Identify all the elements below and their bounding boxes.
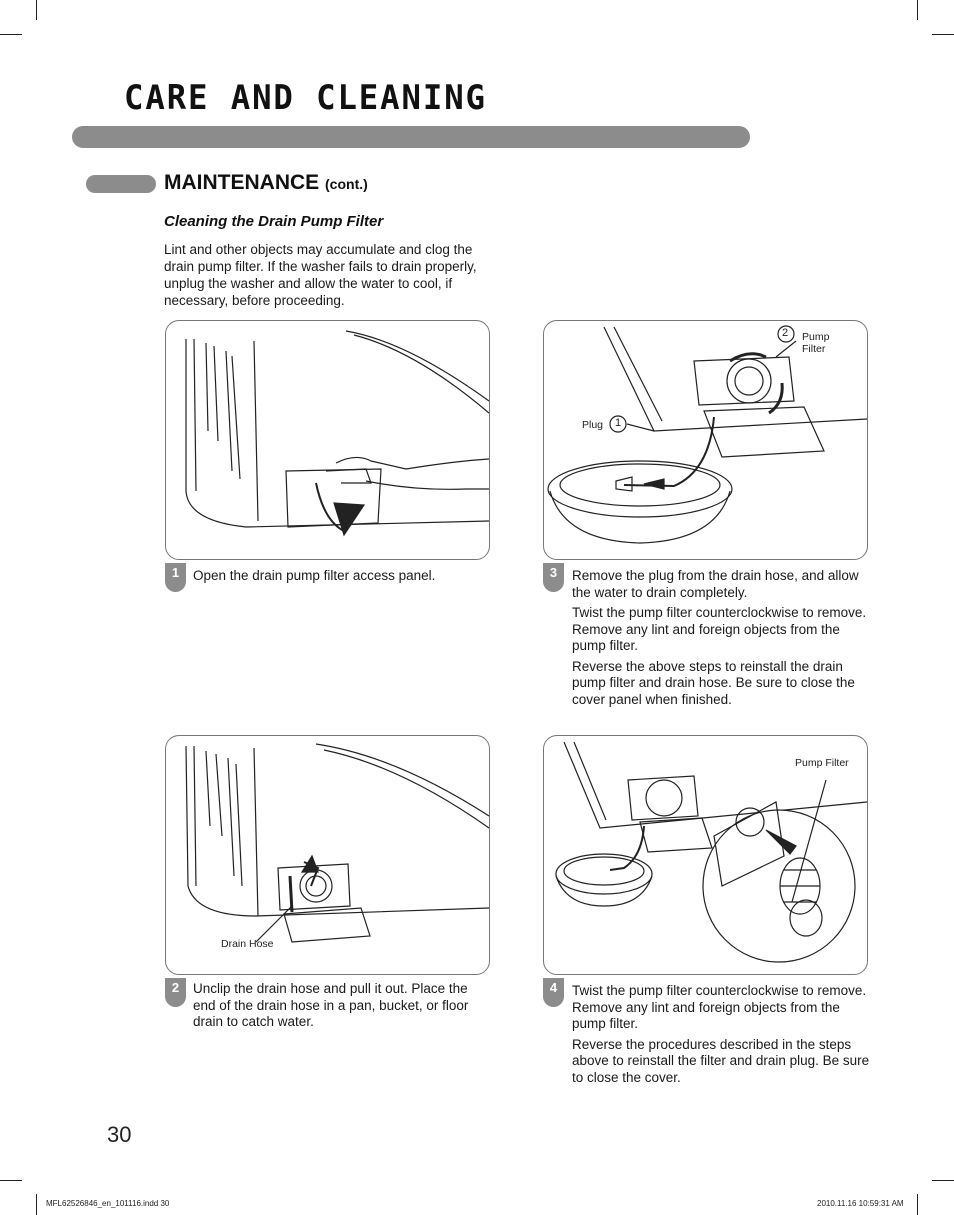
step3-paragraph-2: Twist the pump filter counterclockwise to remove. Remove any lint and foreign objects from the pump filter. [572,605,867,653]
step1-illustration [165,320,490,560]
crop-mark [0,1180,22,1181]
step4-label-pump-filter: Pump Filter [795,757,849,769]
step3-illustration [543,320,868,560]
crop-mark [36,1194,37,1215]
footer-timestamp: 2010.11.16 10:59:31 AM [817,1199,904,1208]
step4-number: 4 [543,978,564,1007]
section-title [164,171,368,195]
step2-text [193,981,483,1035]
step2-number: 2 [165,978,186,1007]
step3-label-filter: Filter [802,343,826,355]
chapter-title: CARE AND CLEANING [124,78,487,118]
step3-marker-2: 2 [782,327,789,339]
step1-paragraph: Open the drain pump filter access panel. [193,568,436,583]
step4-paragraph-1: Twist the pump filter counterclockwise to remove. Remove any lint and foreign objects from the pump filter. [572,983,867,1031]
chapter-rule [72,126,750,148]
step4-paragraph-2: Reverse the procedures described in the steps above to reinstall the filter and drain plug. Be sure to close the cover. [572,1036,870,1085]
crop-mark [932,34,954,35]
crop-mark [917,1194,918,1215]
step2-illustration [165,735,490,975]
step4-text [572,983,870,1090]
crop-mark [932,1180,954,1181]
section-title-suffix: (cont.) [325,176,368,192]
crop-mark [0,34,22,35]
intro-paragraph: Lint and other objects may accumulate and clog the drain pump filter. If the washer fails to drain properly, unplug the washer and allow the water to cool, if necessary, before proceeding. [164,242,477,308]
subsection-title: Cleaning the Drain Pump Filter [164,213,384,230]
section-marker [86,175,156,193]
step1-number: 1 [165,563,186,592]
footer-file-info: MFL62526846_en_101116.indd 30 [46,1199,170,1208]
step1-text [193,568,483,589]
step3-text [572,568,870,712]
page-number: 30 [107,1122,132,1147]
step3-paragraph-1: Remove the plug from the drain hose, and allow the water to drain completely. [572,568,859,600]
step2-label-drain-hose: Drain Hose [221,938,274,950]
step3-label-pump-filter [802,331,829,355]
section-title-text: MAINTENANCE [164,171,320,194]
crop-mark [36,0,37,20]
step3-number: 3 [543,563,564,592]
step3-label-pump: Pump [802,331,830,343]
step3-label-plug: Plug [582,419,604,431]
step3-marker-1: 1 [615,417,622,429]
step3-paragraph-3: Reverse the above steps to reinstall the drain pump filter and drain hose. Be sure to close the cover panel when finished. [572,658,855,707]
crop-mark [917,0,918,20]
step4-illustration [543,735,868,975]
step2-paragraph: Unclip the drain hose and pull it out. Place the end of the drain hose in a pan, bucket, or floor drain to catch water. [193,981,469,1029]
